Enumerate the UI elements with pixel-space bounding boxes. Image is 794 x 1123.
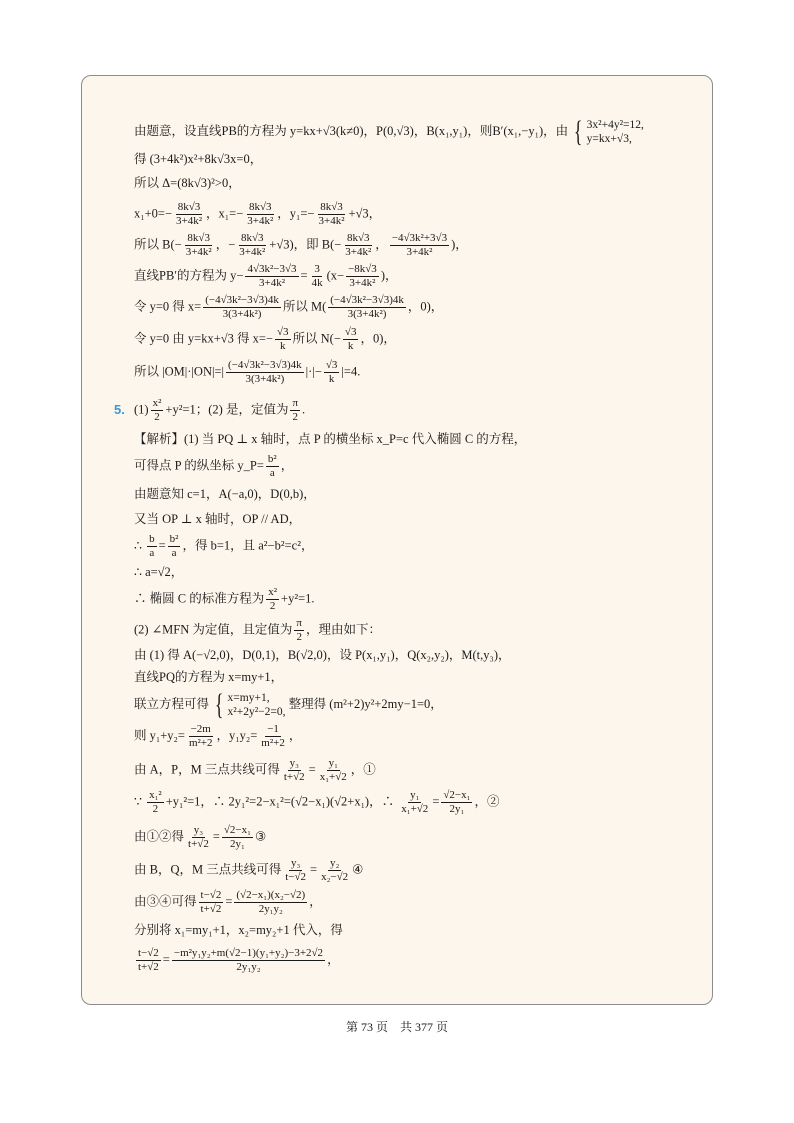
solution-line-5: ∴ $\frac{b}{a}$ = $\frac{\text{b²}}{a}$ ，得 b=1，且 a²−b²=c²， [134, 533, 314, 559]
solution-panel [81, 75, 713, 1005]
solution-line-2: 可得点 P 的纵坐标 y_P= $\frac{\text{b²}}{a}$ ， [134, 453, 294, 479]
line-8: 令 y=0 由 y=kx+√3 得 x=− $\frac{√3}{k}$ 所以 N(− $\frac{√3}{k}$ ，0)， [134, 326, 396, 352]
solution-line-17: 由③④可得 $\frac{t-√2}{t+√2}$ = $\frac{\text{(√2−x₁)(x₂−√2)}}{\text{2y₁y₂}}$ ， [134, 889, 322, 915]
solution-line-8: (2) ∠MFN 为定值，且定值为 $\frac{\pi}{2}$ ，理由如下： [134, 617, 381, 643]
solution-line-16: 由 B，Q，M 三点共线可得 $\frac{\text{y₃}}{t-√2}$ = $\frac{\text{y₂}}{\text{x₂−√2}}$ ④ [134, 857, 364, 883]
solution-line-4: 又当 OP ⊥ x 轴时，OP // AD， [134, 512, 302, 526]
line-2: 得 (3+4k²)x²+8k√3x=0， [134, 152, 263, 166]
line-5: 所以 B(− $\frac{8k√3}{\text{3+4k²}}$ ，− $\frac{8k√3}{\text{3+4k²}}$ +√3)，即 B(− $\frac{8k√3}{\text{3+4k²}}$ ， $\frac{\text{−4√3k²+3√3}}{\text{3+4k²}}$ )， [134, 232, 468, 258]
solution-line-11: 联立方程可得 { x=my+1, x²+2y²−2=0, 整理得 (m²+2)y²+2my−1=0， [134, 688, 443, 721]
solution-line-1: 【解析】(1) 当 PQ ⊥ x 轴时，点 P 的横坐标 x_P=c 代入椭圆 C 的方程， [134, 432, 527, 446]
line-1: 由题意，设直线PB的方程为 y=kx+√3(k≠0)，P(0,√3)，B(x₁,y₁)，则B′(x₁,−y₁)，由 { 3x²+4y²=12, y=kx+√3, [134, 115, 644, 148]
equation-system: { x=my+1, x²+2y²−2=0, [215, 688, 286, 721]
solution-line-15: 由①②得 $\frac{\text{y₃}}{t+√2}$ = $\frac{\text{√2−x₁}}{\text{2y₁}}$ ③ [134, 824, 267, 850]
line-4: x₁+0=− $\frac{8k√3}{\text{3+4k²}}$ ，x₁=− $\frac{8k√3}{\text{3+4k²}}$ ，y₁=− $\frac{8k√3}{\text{3+4k²}}$ +√3， [134, 201, 382, 227]
line-6: 直线PB′的方程为 y− $\frac{\text{4√3k²−3√3}}{\text{3+4k²}}$ = $\frac{3}{4k}$ (x− $\frac{-8k√3}{\text{3+4k²}}$ )， [134, 263, 398, 289]
solution-line-9: 由 (1) 得 A(−√2,0)，D(0,1)，B(√2,0)，设 P(x₁,y₁)，Q(x₂,y₂)，M(t,y₃)， [134, 648, 511, 662]
question-number: 5. [114, 402, 125, 417]
solution-line-19: $\frac{t-√2}{t+√2}$ = $\frac{\text{−m²y₁y₂+m(√2−1)(y₁+y₂)−3+2√2}}{\text{2y₁y₂}}$ ， [138, 947, 340, 973]
equation-system: { 3x²+4y²=12, y=kx+√3, [574, 115, 644, 148]
solution-line-14: ∵ $\frac{\text{x₁²}}{2}$ +y₁²=1，∴ 2y₁²=2−x₁²=(√2−x₁)(√2+x₁)，∴ $\frac{\text{y₁}}{\text{x₁+√2}}$ = $\frac{\text{√2−x₁}}{\text{2y₁}}$ ，② [134, 789, 500, 815]
page-footer: 第 73 页 共 377 页 [345, 1020, 448, 1034]
solution-line-18: 分别将 x₁=my₁+1，x₂=my₂+1 代入，得 [134, 923, 343, 937]
line-3: 所以 Δ=(8k√3)²>0， [134, 176, 241, 190]
solution-line-10: 直线PQ的方程为 x=my+1， [134, 670, 284, 684]
solution-line-6: ∴ a=√2， [134, 565, 184, 579]
answer-line: (1) $\frac{\text{x²}}{2}$ +y²=1；(2) 是，定值为 $\frac{\pi}{2}$ . [134, 397, 306, 423]
line-9: 所以 |OM|·|ON|=| $\frac{\text{(−4√3k²−3√3)4k}}{\text{3(3+4k²)}}$ |·|− $\frac{√3}{k}$ |=4. [134, 359, 361, 385]
line-7: 令 y=0 得 x= $\frac{\text{(−4√3k²−3√3)4k}}{\text{3(3+4k²)}}$ 所以 M( $\frac{\text{(−4√3k²−3√3)4k}}{\text{3(3+4k²)}}$ ，0)， [134, 294, 444, 320]
solution-line-3: 由题意知 c=1，A(−a,0)，D(0,b)， [134, 487, 316, 501]
solution-line-7: ∴ 椭圆 C 的标准方程为 $\frac{\text{x²}}{2}$ +y²=1. [134, 586, 315, 612]
solution-line-12: 则 y₁+y₂= $\frac{-2m}{\text{m²+2}}$ ，y₁y₂= $\frac{-1}{\text{m²+2}}$ ， [134, 723, 302, 749]
solution-line-13: 由 A，P，M 三点共线可得 $\frac{\text{y₃}}{t+√2}$ = $\frac{\text{y₁}}{\text{x₁+√2}}$ ，① [134, 757, 376, 783]
